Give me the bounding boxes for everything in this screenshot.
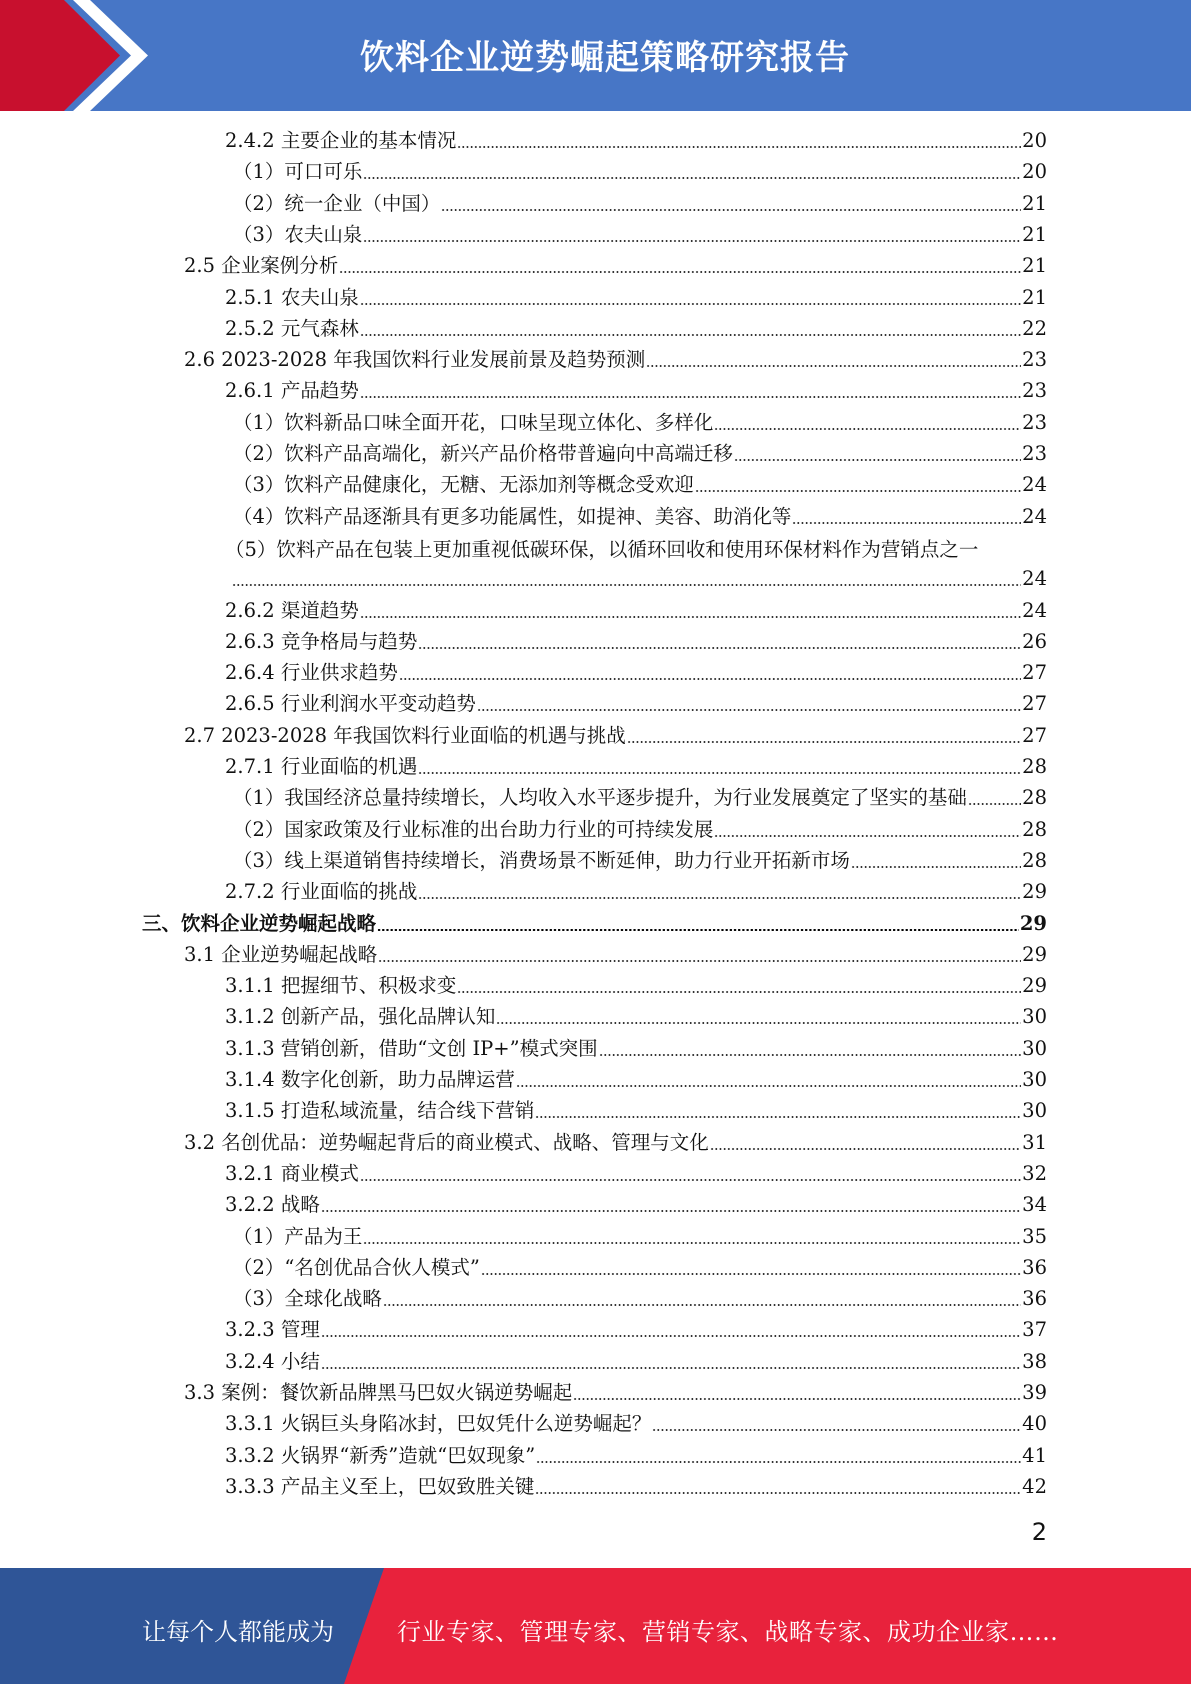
toc-entry-label: 3.2.3 管理 (225, 1318, 320, 1342)
toc-entry-page: 37 (1022, 1318, 1047, 1342)
toc-entry-label: （3）农夫山泉 (233, 222, 363, 246)
toc-entry-label: （2）饮料产品高端化，新兴产品价格带普遍向中高端迁移 (233, 442, 733, 465)
toc-entry-page: 30 (1022, 1099, 1047, 1123)
toc-dot-leader (363, 221, 1021, 249)
toc-entry-page: 27 (1022, 692, 1047, 716)
toc-entry-page: 21 (1022, 191, 1047, 215)
toc-entry[interactable] (225, 1410, 1047, 1438)
toc-entry[interactable] (233, 847, 1047, 875)
toc-dot-leader (851, 847, 1021, 875)
toc-entry[interactable] (184, 1379, 1047, 1407)
toc-entry[interactable] (225, 1003, 1047, 1031)
toc-entry-page: 20 (1022, 129, 1047, 152)
toc-entry-page: 30 (1022, 1068, 1047, 1091)
toc-entry[interactable] (233, 190, 1047, 218)
toc-entry-label: 2.6.3 竞争格局与趋势 (225, 629, 418, 653)
toc-entry-label: 3.1.1 把握细节、积极求变 (225, 974, 457, 998)
toc-entry-page: 40 (1022, 1412, 1047, 1436)
toc-entry-label: （1）可口可乐 (233, 160, 363, 184)
toc-entry[interactable] (233, 1254, 1047, 1282)
toc-dot-leader (535, 1097, 1021, 1125)
toc-entry-label: 2.6.5 行业利润水平变动趋势 (225, 692, 476, 716)
toc-entry-page: 21 (1022, 285, 1047, 309)
toc-entry[interactable] (233, 784, 1047, 812)
toc-dot-leader (516, 1066, 1021, 1094)
toc-entry[interactable] (184, 722, 1047, 750)
toc-entry[interactable] (233, 816, 1047, 844)
toc-entry-label: （1）我国经济总量持续增长，人均收入水平逐步提升，为行业发展奠定了坚实的基础 (233, 786, 967, 810)
toc-entry-page: 32 (1022, 1161, 1047, 1185)
toc-entry-page: 30 (1022, 1005, 1047, 1029)
toc-entry[interactable] (225, 972, 1047, 1000)
toc-dot-leader (968, 784, 1021, 812)
toc-entry-page: 31 (1022, 1130, 1047, 1154)
toc-entry-page: 29 (1019, 911, 1047, 935)
toc-dot-leader (734, 440, 1021, 468)
toc-entry[interactable] (184, 252, 1047, 280)
toc-entry[interactable] (225, 1097, 1047, 1125)
toc-dot-leader (321, 1191, 1021, 1219)
toc-dot-leader (536, 1442, 1021, 1470)
toc-entry-label: 3.2 名创优品：逆势崛起背后的商业模式、战略、管理与文化 (184, 1130, 709, 1154)
toc-entry-label: 2.6.1 产品趋势 (225, 379, 359, 403)
toc-entry[interactable] (225, 753, 1047, 781)
toc-entry-label: 三、饮料企业逆势崛起战略 (142, 911, 377, 935)
toc-entry-wrapped-text[interactable] (225, 534, 1047, 564)
toc-entry-page: 27 (1022, 661, 1047, 685)
toc-entry[interactable] (233, 221, 1047, 249)
toc-entry-page: 21 (1022, 222, 1047, 246)
toc-dot-leader (710, 1129, 1021, 1157)
toc-entry-page: 20 (1022, 160, 1047, 184)
toc-entry-page: 28 (1022, 786, 1047, 810)
toc-dot-leader (321, 1348, 1021, 1376)
toc-entry[interactable] (225, 1066, 1047, 1094)
toc-entry-page: 38 (1022, 1349, 1047, 1373)
toc-entry-page: 28 (1022, 848, 1047, 872)
toc-entry-label: 3.1.5 打造私域流量，结合线下营销 (225, 1099, 535, 1123)
toc-entry[interactable] (225, 1473, 1047, 1501)
toc-dot-leader (363, 158, 1021, 186)
toc-entry[interactable] (225, 597, 1047, 625)
toc-entry-page: 42 (1022, 1474, 1047, 1498)
toc-dot-leader (481, 1254, 1021, 1282)
toc-entry-label: （4）饮料产品逐渐具有更多功能属性，如提神、美容、助消化等 (233, 504, 792, 528)
toc-entry-page: 26 (1022, 629, 1047, 653)
toc-entry-label: 3.1.2 创新产品，强化品牌认知 (225, 1005, 496, 1029)
toc-dot-leader (418, 753, 1021, 781)
toc-entry-label: 3.1 企业逆势崛起战略 (184, 942, 378, 966)
toc-entry-page: 21 (1022, 254, 1047, 278)
toc-dot-leader (714, 409, 1021, 437)
toc-entry[interactable] (225, 628, 1047, 656)
toc-dot-leader (321, 1316, 1021, 1344)
toc-entry[interactable] (184, 941, 1047, 969)
toc-dot-leader (573, 1379, 1021, 1407)
toc-entry[interactable] (225, 878, 1047, 906)
toc-entry-label: （3）线上渠道销售持续增长，消费场景不断延伸，助力行业开拓新市场 (233, 848, 850, 872)
toc-entry[interactable] (225, 1160, 1047, 1188)
toc-entry-label: 3.3.2 火锅界“新秀”造就“巴奴现象” (225, 1443, 536, 1467)
toc-entry-page: 29 (1022, 880, 1047, 904)
toc-entry-page: 24 (1022, 567, 1047, 591)
toc-entry-page: 22 (1022, 316, 1047, 340)
toc-dot-leader (360, 1160, 1021, 1188)
toc-entry-page: 24 (1022, 473, 1047, 497)
toc-entry-label: 2.5.2 元气森林 (225, 316, 359, 340)
toc-entry[interactable] (225, 1035, 1047, 1063)
toc-dot-leader (535, 1473, 1021, 1501)
toc-dot-leader (232, 565, 1021, 593)
toc-entry-label: 3.2.1 商业模式 (225, 1161, 359, 1185)
toc-chapter-entry[interactable] (142, 910, 1047, 938)
toc-dot-leader (441, 190, 1021, 218)
toc-entry-page: 24 (1022, 598, 1047, 622)
toc-entry-page: 23 (1022, 379, 1047, 403)
toc-entry[interactable] (233, 440, 1047, 468)
header-bar (0, 0, 1191, 111)
toc-entry-page: 29 (1022, 974, 1047, 998)
toc-entry-label: （3）全球化战略 (233, 1287, 382, 1311)
toc-dot-leader (418, 878, 1021, 906)
toc-entry-label: 3.3 案例：餐饮新品牌黑马巴奴火锅逆势崛起 (184, 1381, 573, 1404)
toc-entry[interactable] (233, 471, 1047, 499)
toc-dot-leader (652, 1410, 1021, 1438)
toc-entry-label: 2.4.2 主要企业的基本情况 (225, 129, 457, 152)
toc-entry-label: （1）产品为王 (233, 1224, 363, 1248)
footer-slogan-left: 让每个人都能成为 (142, 1618, 334, 1646)
toc-dot-leader (339, 252, 1021, 280)
toc-entry-label: （3）饮料产品健康化，无糖、无添加剂等概念受欢迎 (233, 473, 694, 497)
toc-dot-leader (496, 1003, 1021, 1031)
toc-entry-page: 23 (1022, 442, 1047, 465)
toc-entry-page: 34 (1022, 1193, 1047, 1217)
toc-dot-leader (399, 659, 1021, 687)
toc-entry-page: 36 (1022, 1255, 1047, 1279)
toc-dot-leader (477, 690, 1021, 718)
toc-dot-leader (363, 1223, 1021, 1251)
toc-entry-label: 3.2.4 小结 (225, 1349, 320, 1373)
toc-entry-label: （2）统一企业（中国） (233, 191, 441, 215)
toc-dot-leader (360, 315, 1021, 343)
toc-entry-page: 39 (1022, 1381, 1047, 1404)
toc-entry-page: 36 (1022, 1287, 1047, 1311)
toc-dot-leader (695, 471, 1021, 499)
toc-entry[interactable] (225, 284, 1047, 312)
toc-dot-leader (377, 910, 1019, 938)
toc-entry-label: 2.5.1 农夫山泉 (225, 285, 359, 309)
toc-entry-label: 2.6.2 渠道趋势 (225, 598, 359, 622)
footer-banner (0, 1568, 1191, 1684)
toc-entry[interactable] (233, 1285, 1047, 1313)
toc-entry-label: （2）“名创优品合伙人模式” (233, 1255, 480, 1279)
toc-entry-label: 2.6 2023-2028 年我国饮料行业发展前景及趋势预测 (184, 348, 646, 372)
toc-entry[interactable] (233, 503, 1047, 531)
toc-entry[interactable] (233, 158, 1047, 186)
toc-dot-leader (792, 503, 1021, 531)
toc-dot-leader (457, 127, 1021, 155)
toc-entry[interactable] (225, 377, 1047, 405)
toc-entry-label: 3.2.2 战略 (225, 1193, 320, 1217)
toc-entry-label: 2.7 2023-2028 年我国饮料行业面临的机遇与挑战 (184, 723, 626, 747)
toc-dot-leader (360, 284, 1021, 312)
toc-entry-page: 41 (1022, 1443, 1047, 1467)
toc-dot-leader (378, 941, 1021, 969)
toc-entry[interactable] (225, 1442, 1047, 1470)
toc-entry-label: 2.7.1 行业面临的机遇 (225, 755, 418, 778)
toc-entry[interactable] (225, 1316, 1047, 1344)
toc-entry-label: 3.3.3 产品主义至上，巴奴致胜关键 (225, 1474, 535, 1498)
toc-entry-page: 28 (1022, 755, 1047, 778)
toc-entry[interactable] (225, 659, 1047, 687)
toc-entry-label: 3.3.1 火锅巨头身陷冰封，巴奴凭什么逆势崛起？ (225, 1412, 652, 1436)
toc-entry-label: （5）饮料产品在包装上更加重视低碳环保，以循环回收和使用环保材料作为营销点之一 (225, 537, 979, 561)
toc-dot-leader (360, 377, 1021, 405)
toc-entry-label: 2.7.2 行业面临的挑战 (225, 880, 418, 904)
toc-dot-leader (418, 628, 1021, 656)
toc-entry[interactable] (225, 690, 1047, 718)
toc-dot-leader (714, 816, 1021, 844)
toc-entry-continuation[interactable] (231, 565, 1047, 593)
toc-entry-page: 29 (1022, 942, 1047, 966)
footer-slogan-right: 行业专家、管理专家、营销专家、战略专家、成功企业家…… (397, 1618, 1059, 1646)
page-title: 饮料企业逆势崛起策略研究报告 (360, 38, 850, 78)
toc-entry[interactable] (225, 1191, 1047, 1219)
toc-entry[interactable] (233, 409, 1047, 437)
toc-entry-label: （2）国家政策及行业标准的出台助力行业的可持续发展 (233, 817, 714, 841)
toc-entry-label: 2.6.4 行业供求趋势 (225, 661, 398, 685)
toc-entry-page: 27 (1022, 723, 1047, 747)
toc-entry-label: （1）饮料新品口味全面开花，口味呈现立体化、多样化 (233, 410, 714, 434)
toc-entry-page: 35 (1022, 1224, 1047, 1248)
toc-entry[interactable] (184, 1129, 1047, 1157)
toc-entry[interactable] (225, 127, 1047, 155)
toc-dot-leader (627, 722, 1021, 750)
toc-entry-page: 23 (1022, 410, 1047, 434)
toc-entry-label: 3.1.4 数字化创新，助力品牌运营 (225, 1068, 515, 1091)
page-number: 2 (1031, 1518, 1047, 1546)
toc-entry-page: 23 (1022, 348, 1047, 372)
toc-dot-leader (599, 1035, 1022, 1063)
toc-dot-leader (457, 972, 1021, 1000)
toc-dot-leader (383, 1285, 1021, 1313)
toc-entry-page: 30 (1022, 1036, 1047, 1060)
toc-entry-page: 24 (1022, 504, 1047, 528)
toc-entry[interactable] (225, 315, 1047, 343)
toc-entry-page: 28 (1022, 817, 1047, 841)
toc-entry-label: 2.5 企业案例分析 (184, 254, 339, 278)
toc-entry-label: 3.1.3 营销创新，借助“文创 IP+”模式突围 (225, 1036, 598, 1060)
toc-entry[interactable] (233, 1223, 1047, 1251)
toc-entry[interactable] (184, 346, 1047, 374)
toc-entry[interactable] (225, 1348, 1047, 1376)
toc-dot-leader (360, 597, 1021, 625)
toc-dot-leader (646, 346, 1021, 374)
